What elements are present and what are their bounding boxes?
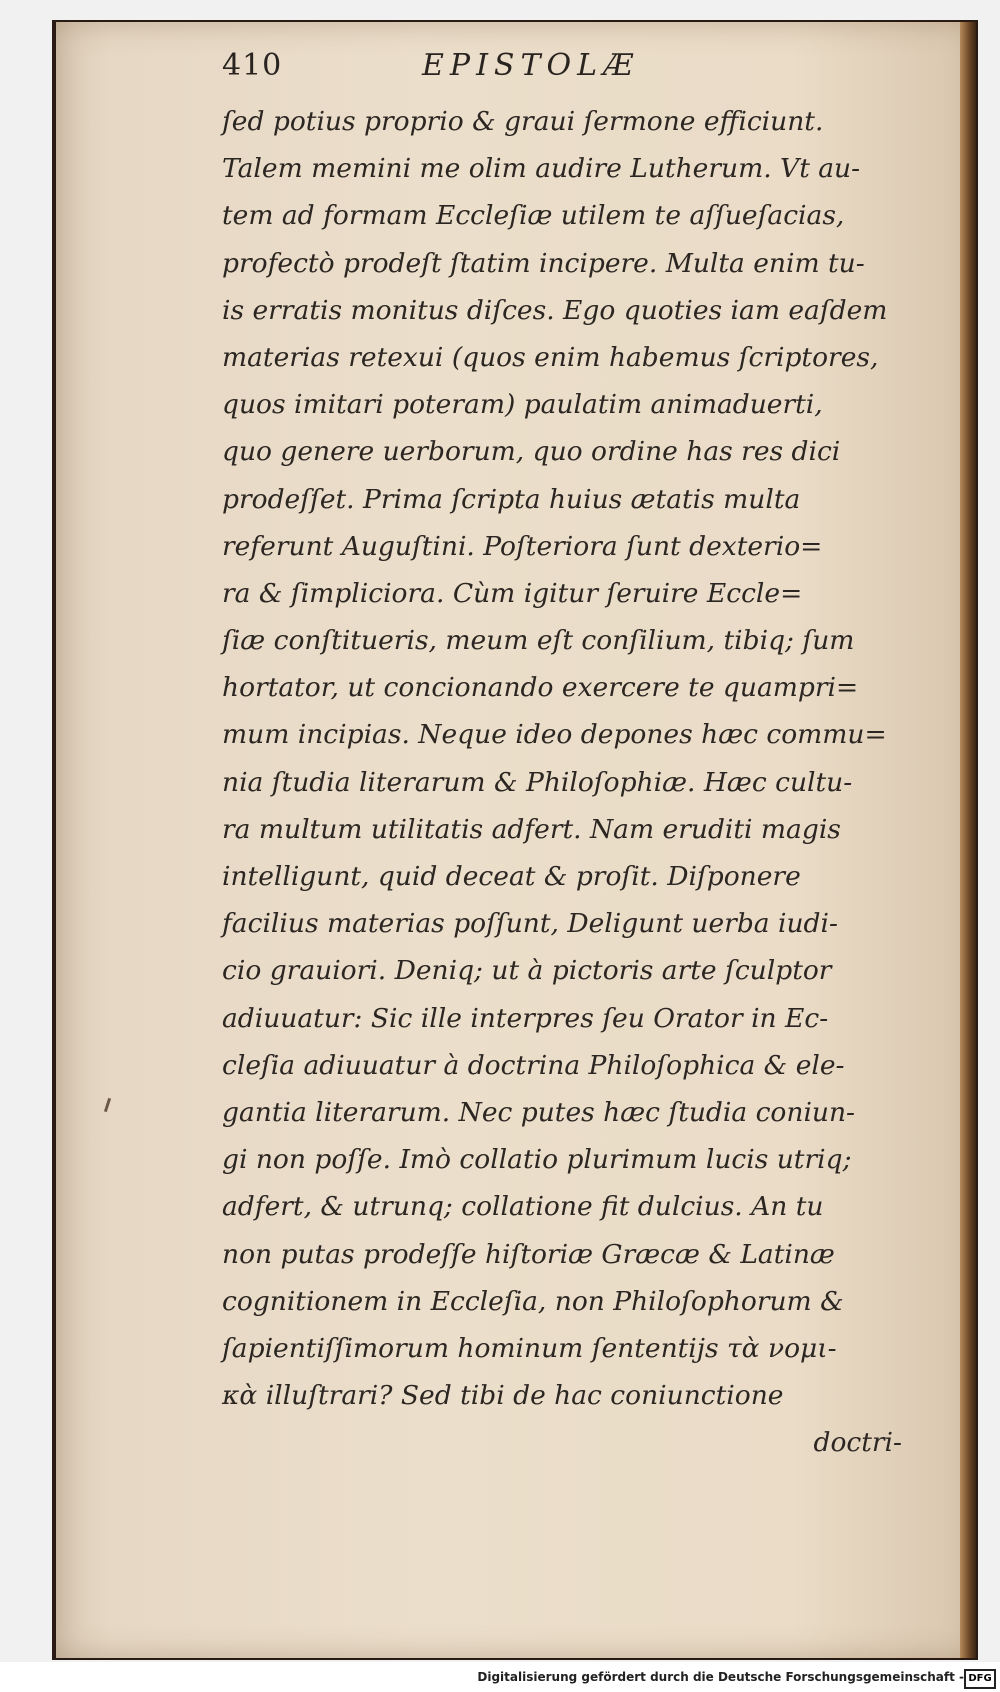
text-line: nia ſtudia literarum & Philoſophiæ. Hæc cultu- [222,766,853,798]
text-line: intelligunt, quid deceat & proſit. Diſponere [222,861,801,892]
text-line: gi non poſſe. Imò collatio plurimum lucis utriq; [222,1144,852,1176]
text-line: ra multum utilitatis adfert. Nam eruditi magis [222,813,841,845]
text-line: non putas prodeſſe hiſtoriæ Græcæ & Latinæ [222,1238,835,1270]
text-line: ſapientiſſimorum hominum ſententijs τὰ νομι- [222,1332,837,1364]
digitization-credit: Digitalisierung gefördert durch die Deutsche Forschungsgemeinschaft - [477,1670,964,1684]
dfg-logo: DFG [964,1669,996,1689]
text-line: materias retexui (quos enim habemus ſcriptores, [222,341,879,373]
text-line: tem ad formam Eccleſiæ utilem te aſſueſacias, [222,200,845,232]
text-line: profectò prodeſt ſtatim incipere. Multa enim tu- [222,247,865,279]
text-line: referunt Auguſtini. Poſteriora ſunt dexterio= [222,530,823,562]
book-spine [960,22,976,1658]
text-line: is erratis monitus diſces. Ego quoties iam eaſdem [222,294,888,326]
body-text [222,98,922,1466]
footer [0,1666,1000,1692]
text-line: adiuuatur: Sic ille interpres ſeu Orator in Ec- [222,1002,829,1034]
page-header [222,48,782,96]
page-number: 410 [222,48,283,83]
text-line: quo genere uerborum, quo ordine has res dici [222,436,841,468]
text-line: cognitionem in Eccleſia, non Philoſophorum & [222,1285,844,1317]
text-line: cleſia adiuuatur à doctrina Philoſophica & ele- [222,1049,845,1081]
text-line: cio grauiori. Deniq; ut à pictoris arte ſculptor [222,955,832,987]
text-line: κὰ illuſtrari? Sed tibi de hac coniunctione [222,1380,784,1412]
text-line: gantia literarum. Nec putes hæc ſtudia coniun- [222,1096,856,1128]
text-line: adfert, & utrunq; collatione fit dulcius. An tu [222,1191,824,1223]
catchword: doctri- [813,1427,902,1459]
text-line: mum incipias. Neque ideo depones hæc commu= [222,719,887,751]
text-line: prodeſſet. Prima ſcripta huius ætatis multa [222,483,801,515]
running-title: EPISTOLÆ [422,48,640,83]
text-line: ra & ſimpliciora. Cùm igitur ſeruire Eccle= [222,577,803,609]
text-line: Talem memini me olim audire Lutherum. Vt au- [222,153,861,185]
text-line: hortator, ut concionando exercere te quampri= [222,672,859,704]
text-line: facilius materias poſſunt, Deligunt uerba iudi- [222,908,838,940]
text-line: ſed potius proprio & graui ſermone efficiunt. [222,106,824,137]
text-line: quos imitari poteram) paulatim animaduerti, [222,389,823,421]
text-line: ſiæ conſtitueris, meum eſt conſilium, tibiq; ſum [222,625,855,657]
